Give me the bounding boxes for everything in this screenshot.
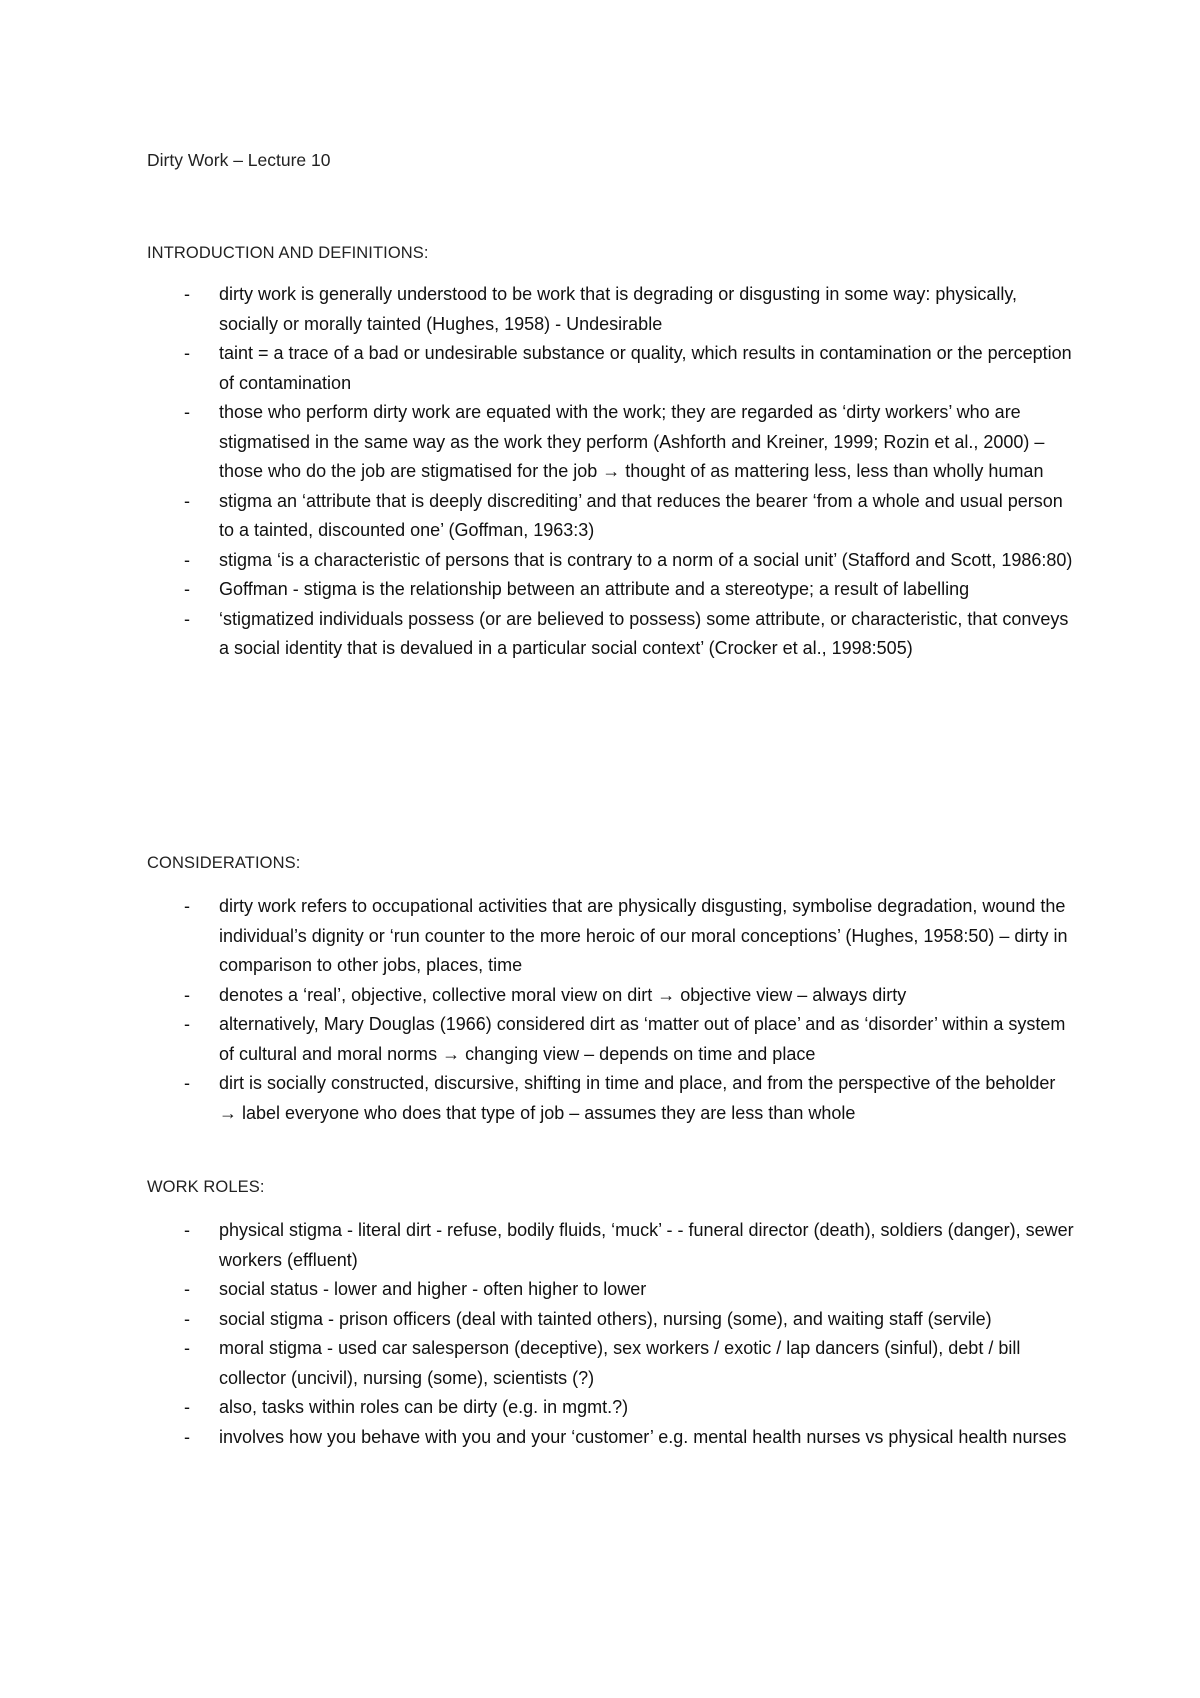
dash-bullet: -	[184, 343, 190, 363]
dash-bullet: -	[184, 284, 190, 304]
dash-bullet: -	[184, 402, 190, 422]
list-item: - stigma ‘is a characteristic of persons that is contrary to a norm of a social unit’ (Stafford and Scott, 1986:80)	[147, 546, 1077, 576]
list-item: - also, tasks within roles can be dirty (e.g. in mgmt.?)	[147, 1393, 1077, 1423]
section-heading-work-roles: WORK ROLES:	[147, 1178, 265, 1196]
document-title: Dirty Work – Lecture 10	[147, 150, 331, 170]
dash-bullet: -	[184, 984, 190, 1005]
dash-bullet: -	[184, 1397, 190, 1417]
list-item: - social stigma - prison officers (deal with tainted others), nursing (some), and waiting staff (servile)	[147, 1305, 1077, 1335]
list-item: - social status - lower and higher - often higher to lower	[147, 1275, 1077, 1305]
dash-bullet: -	[184, 490, 190, 511]
list-item: - Goffman - stigma is the relationship between an attribute and a stereotype; a result of labelling	[147, 575, 1077, 605]
list-item: - involves how you behave with you and your ‘customer’ e.g. mental health nurses vs physical health nurses	[147, 1423, 1077, 1453]
dash-bullet: -	[184, 1073, 190, 1093]
considerations-list	[147, 892, 1077, 1128]
dash-bullet: -	[184, 896, 190, 916]
dash-bullet: -	[184, 549, 190, 570]
list-item: - physical stigma - literal dirt - refuse, bodily fluids, ‘muck’ - - funeral director (death), soldiers (danger), sewer workers (effluent)	[147, 1216, 1077, 1275]
introduction-list	[147, 280, 1077, 664]
section-heading-introduction: INTRODUCTION AND DEFINITIONS:	[147, 244, 429, 262]
list-item: - denotes a ‘real’, objective, collective moral view on dirt → objective view – always dirty	[147, 981, 1077, 1011]
list-item: - dirty work is generally understood to be work that is degrading or disgusting in some way: physically, socially or morally tainted (Hughes, 1958) - Undesirable	[147, 280, 1077, 339]
dash-bullet: -	[184, 1308, 190, 1329]
list-item: - ‘stigmatized individuals possess (or are believed to possess) some attribute, or characteristic, that conveys a social identity that is devalued in a particular social context’ (Crocker et al., 1998:505)	[147, 605, 1077, 664]
list-item: - moral stigma - used car salesperson (deceptive), sex workers / exotic / lap dancers (sinful), debt / bill collector (uncivil), nursing (some), scientists (?)	[147, 1334, 1077, 1393]
dash-bullet: -	[184, 608, 190, 629]
section-heading-considerations: CONSIDERATIONS:	[147, 854, 301, 872]
dash-bullet: -	[184, 1014, 190, 1034]
list-item: - dirty work refers to occupational activities that are physically disgusting, symbolise degradation, wound the individual’s dignity or ‘run counter to the more heroic of our moral conceptions’ (Hughes, 1958:50) – dirty in comparison to other jobs, places, time	[147, 892, 1077, 981]
list-item: - dirt is socially constructed, discursive, shifting in time and place, and from the perspective of the beholder → label everyone who does that type of job – assumes they are less than whole	[147, 1069, 1077, 1128]
dash-bullet: -	[184, 579, 190, 599]
work-roles-list	[147, 1216, 1077, 1452]
dash-bullet: -	[184, 1220, 190, 1240]
list-item: - those who perform dirty work are equated with the work; they are regarded as ‘dirty workers’ who are stigmatised in the same way as the work they perform (Ashforth and Kreiner, 1999; Rozin et al., 2000) – those who do the job are stigmatised for the job → thought of as mattering less, less than wholly human	[147, 398, 1077, 487]
dash-bullet: -	[184, 1279, 190, 1299]
dash-bullet: -	[184, 1426, 190, 1447]
list-item: - alternatively, Mary Douglas (1966) considered dirt as ‘matter out of place’ and as ‘disorder’ within a system of cultural and moral norms → changing view – depends on time and place	[147, 1010, 1077, 1069]
dash-bullet: -	[184, 1338, 190, 1358]
list-item: - stigma an ‘attribute that is deeply discrediting’ and that reduces the bearer ‘from a whole and usual person to a tainted, discounted one’ (Goffman, 1963:3)	[147, 487, 1077, 546]
list-item: - taint = a trace of a bad or undesirable substance or quality, which results in contamination or the perception of contamination	[147, 339, 1077, 398]
